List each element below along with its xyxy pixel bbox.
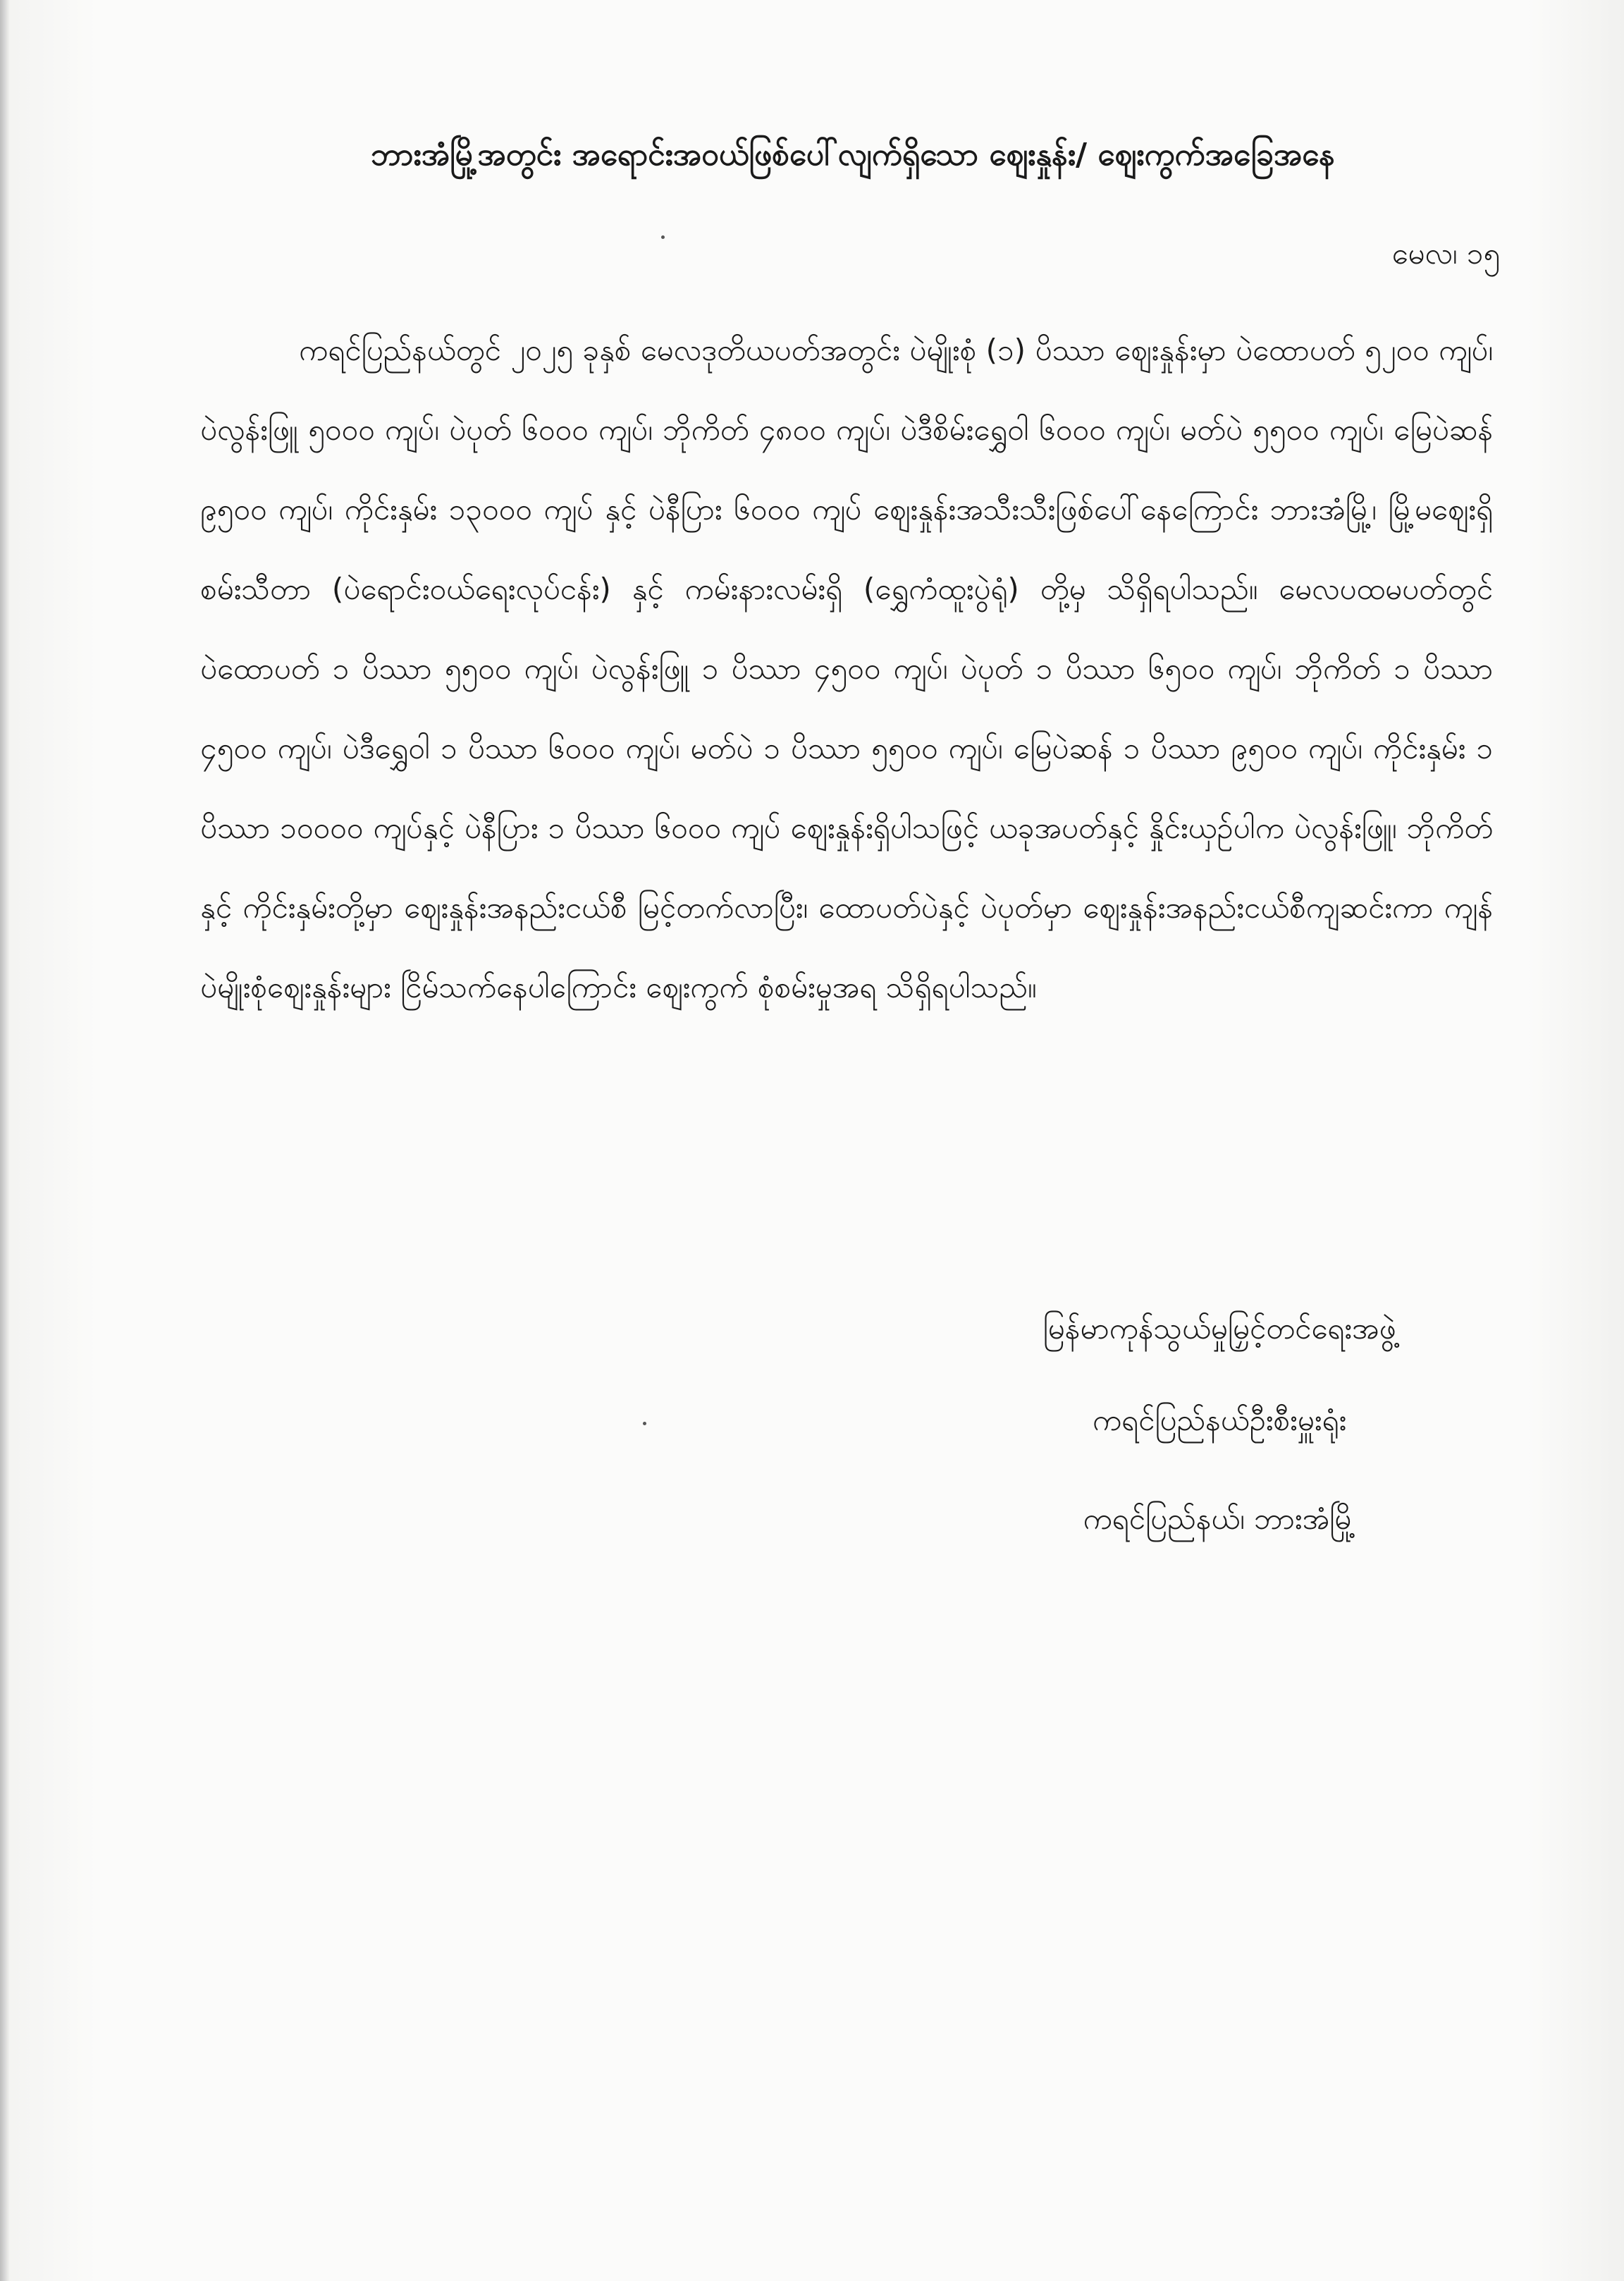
document-title: ဘားအံမြို့အတွင်း အရောင်းအဝယ်ဖြစ်ပေါ်လျက်ရှိသော ဈေးနှုန်း/ ဈေးကွက်အခြေအနေ: [371, 137, 1335, 173]
signature-office: ကရင်ပြည်နယ်ဦးစီးမှူးရုံး: [1092, 1403, 1347, 1437]
document-date: မေလ၊ ၁၅: [1391, 236, 1500, 271]
signature-organization: မြန်မာကုန်သွယ်မှုမြှင့်တင်ရေးအဖွဲ့: [1042, 1311, 1396, 1346]
signature-location: ကရင်ပြည်နယ်၊ ဘားအံမြို့: [1083, 1501, 1356, 1536]
speck-mark: [661, 235, 665, 239]
body-paragraph: ကရင်ပြည်နယ်တွင် ၂၀၂၅ ခုနှစ် မေလဒုတိယပတ်အတွင်း ပဲမျိုးစုံ (၁) ပိဿာ ဈေးနှုန်းမှာ ပဲထောပတ် ၅၂၀၀ ကျပ်၊ ပဲလွန်းဖြူ ၅၀၀၀ ကျပ်၊ ပဲပုတ် ၆၀၀၀ ကျပ်၊ ဘိုကိတ် ၄၈၀၀ ကျပ်၊ ပဲဒီစိမ်းရွှေဝါ ၆၀၀၀ ကျပ်၊ မတ်ပဲ ၅၅၀၀ ကျပ်၊ မြေပဲဆန် ၉၅၀၀ ကျပ်၊ ကိုင်းနှမ်း ၁၃၀၀၀ ကျပ် နှင့် ပဲနီပြား ၆၀၀၀ ကျပ် ဈေးနှုန်းအသီးသီးဖြစ်ပေါ်နေကြောင်း ဘားအံမြို့၊ မြို့မဈေးရှိ စမ်းသီတာ (ပဲရောင်းဝယ်ရေးလုပ်ငန်း) နှင့် ကမ်းနားလမ်းရှိ (ရွှေကံထူးပွဲရုံ) တို့မှ သိရှိရပါသည်။ မေလပထမပတ်တွင် ပဲထောပတ် ၁ ပိဿာ ၅၅၀၀ ကျပ်၊ ပဲလွန်းဖြူ ၁ ပိဿာ ၄၅၀၀ ကျပ်၊ ပဲပုတ် ၁ ပိဿာ ၆၅၀၀ ကျပ်၊ ဘိုကိတ် ၁ ပိဿာ ၄၅၀၀ ကျပ်၊ ပဲဒီရွှေဝါ ၁ ပိဿာ ၆၀၀၀ ကျပ်၊ မတ်ပဲ ၁ ပိဿာ ၅၅၀၀ ကျပ်၊ မြေပဲဆန် ၁ ပိဿာ ၉၅၀၀ ကျပ်၊ ကိုင်းနှမ်း ၁ ပိဿာ ၁၀၀၀၀ ကျပ်နှင့် ပဲနီပြား ၁ ပိဿာ ၆၀၀၀ ကျပ် ဈေးနှုန်းရှိပါသဖြင့် ယခုအပတ်နှင့် နှိုင်းယှဉ်ပါက ပဲလွန်းဖြူ၊ ဘိုကိတ်နှင့် ကိုင်းနှမ်းတို့မှာ ဈေးနှုန်းအနည်းငယ်စီ မြင့်တက်လာပြီး၊ ထောပတ်ပဲနှင့် ပဲပုတ်မှာ ဈေးနှုန်းအနည်းငယ်စီကျဆင်းကာ ကျန်ပဲမျိုးစုံဈေးနှုန်းများ ငြိမ်သက်နေပါကြောင်း ဈေးကွက် စုံစမ်းမှုအရ သိရှိရပါသည်။: [200, 333, 1493, 1004]
page-edge-shadow: [0, 0, 10, 2281]
speck-mark: [643, 1422, 646, 1425]
